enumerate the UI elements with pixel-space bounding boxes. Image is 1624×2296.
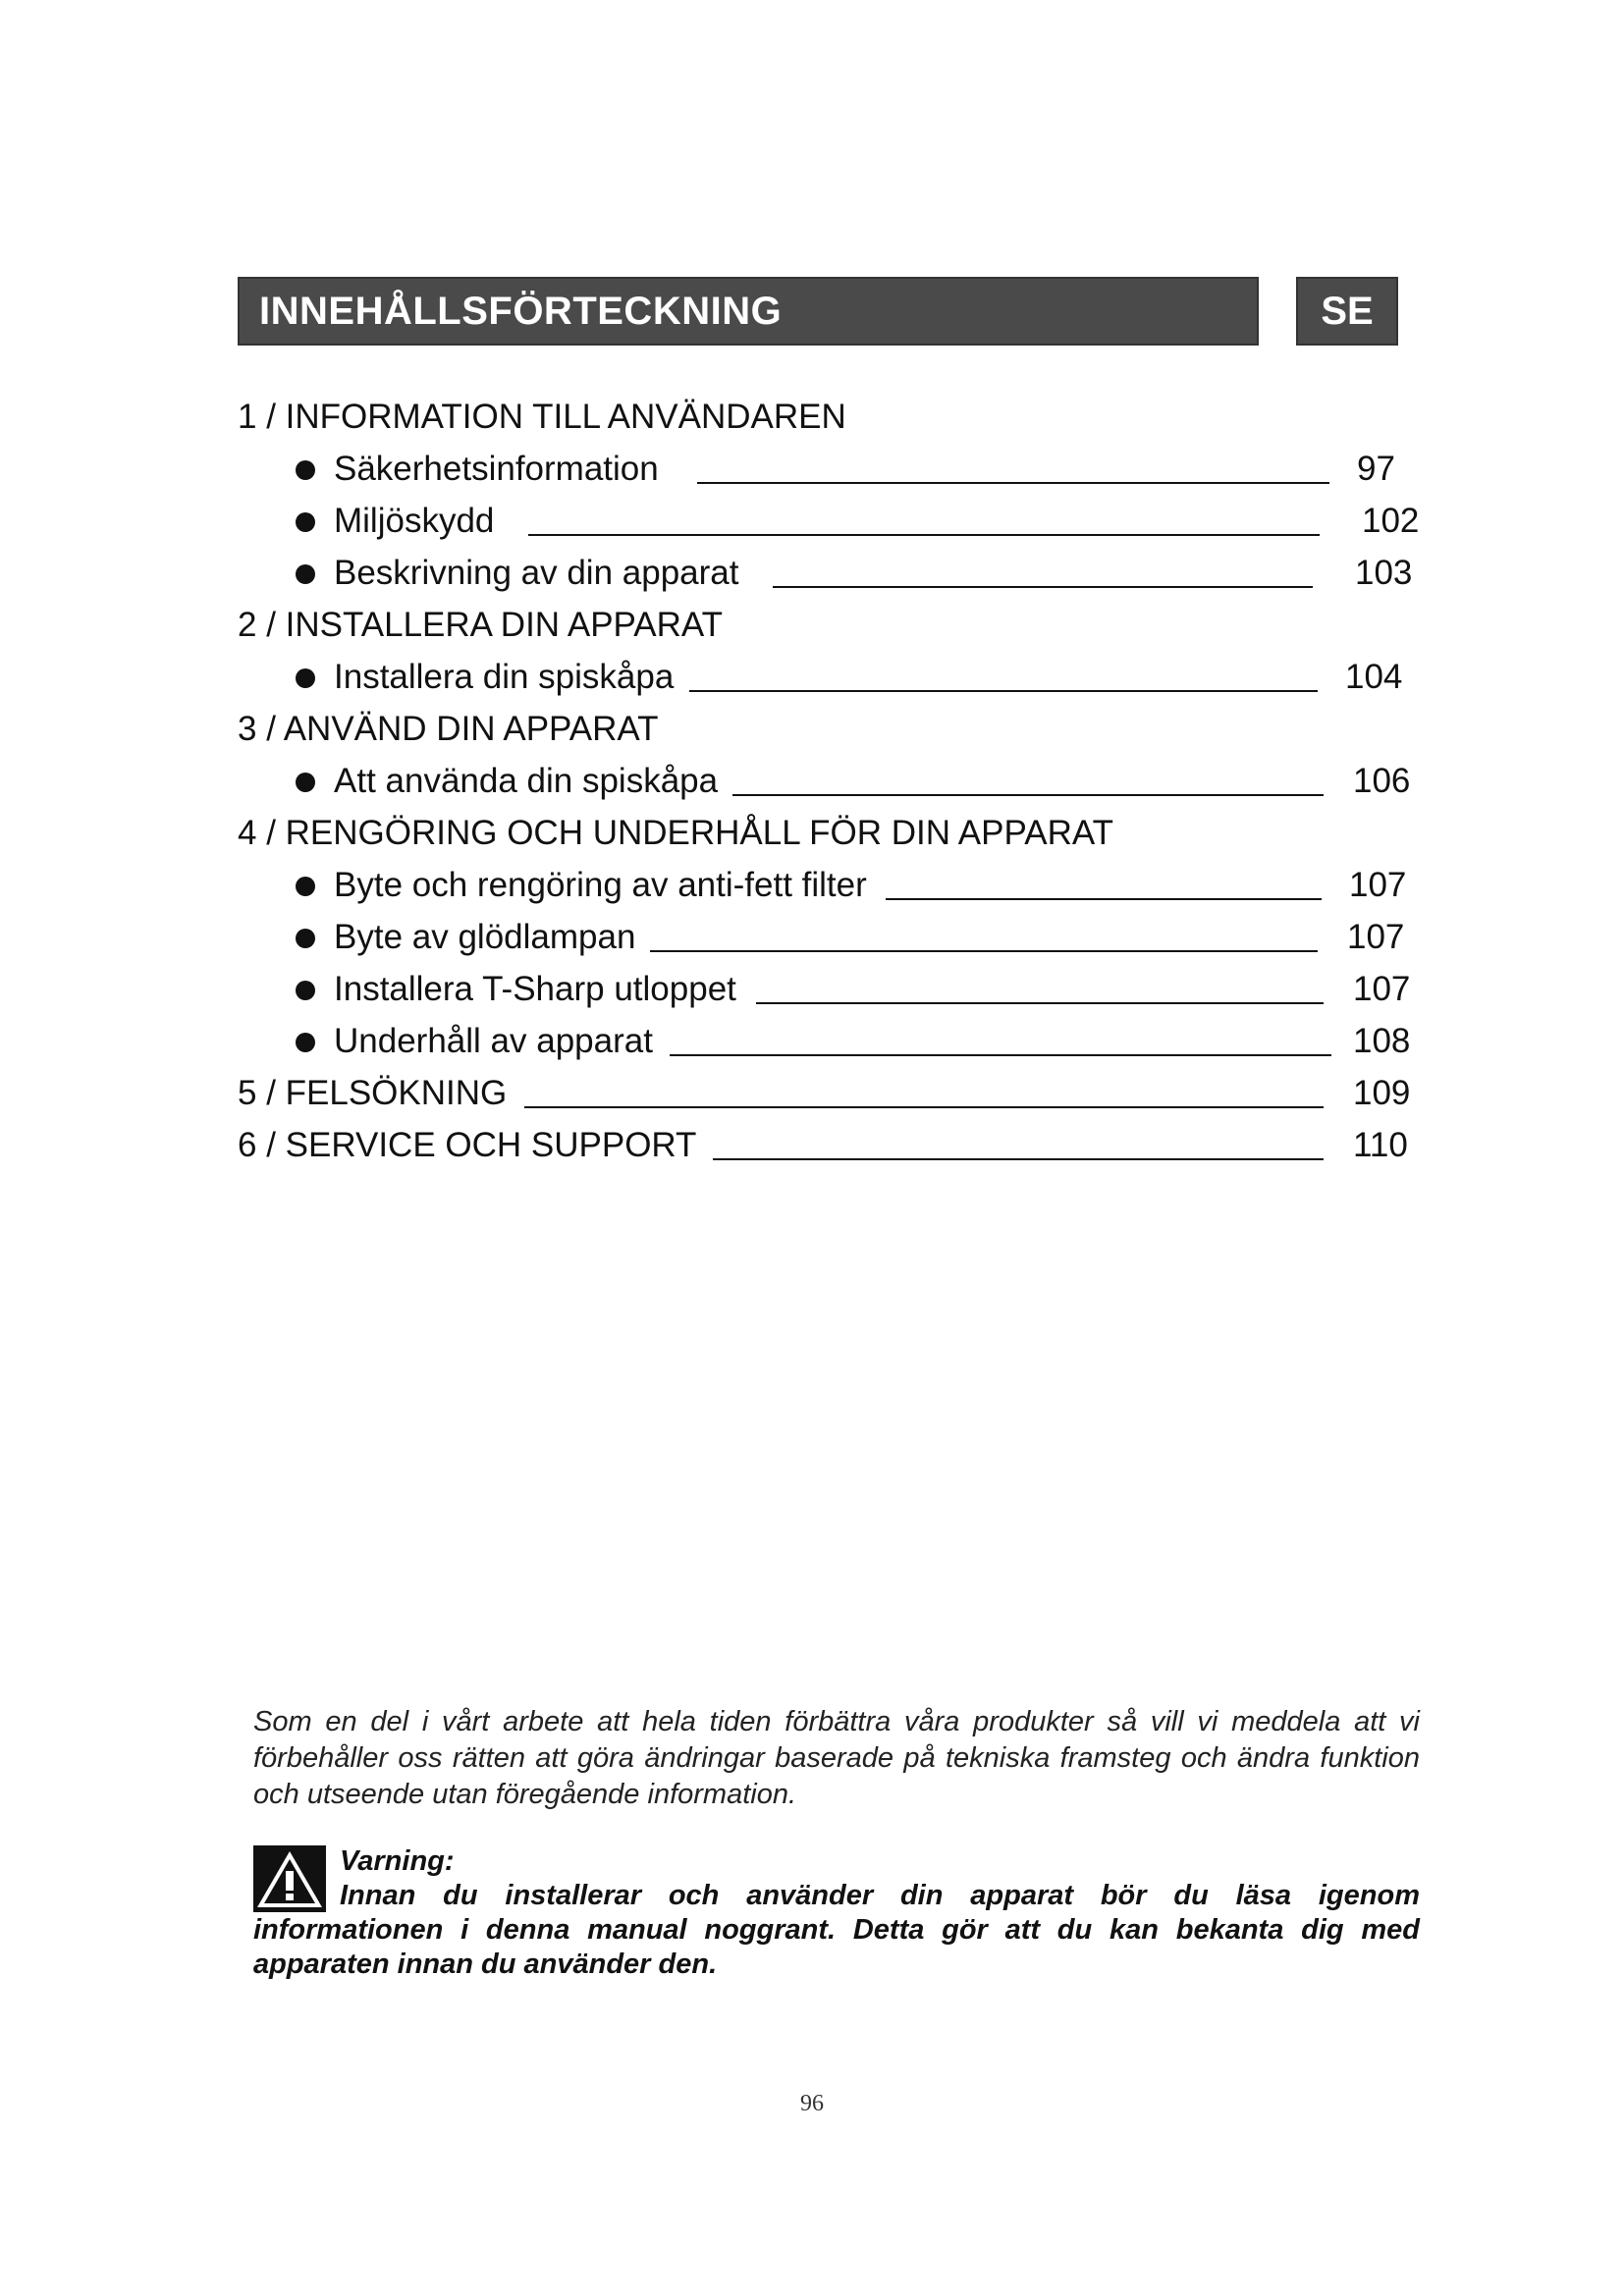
toc-section-label: 5 / FELSÖKNING xyxy=(238,1074,508,1112)
bullet-icon xyxy=(296,460,315,480)
toc-item[interactable] xyxy=(238,547,1416,599)
bullet-icon xyxy=(296,981,315,1000)
leader-line xyxy=(732,794,1324,796)
toc-item[interactable] xyxy=(238,1015,1416,1067)
toc-page-number: 107 xyxy=(1347,918,1405,956)
bullet-icon xyxy=(296,929,315,948)
toc-item[interactable] xyxy=(238,755,1416,807)
leader-line xyxy=(713,1158,1324,1160)
toc-page-number: 107 xyxy=(1353,970,1411,1008)
leader-line xyxy=(689,690,1318,692)
warning-title: Varning: xyxy=(340,1845,455,1877)
toc-item-label: Miljöskydd xyxy=(334,502,495,540)
toc-page-number: 103 xyxy=(1355,554,1413,592)
toc-page-number: 109 xyxy=(1353,1074,1411,1112)
leader-line xyxy=(670,1054,1331,1056)
product-change-notice: Som en del i vårt arbete att hela tiden förbättra våra produkter så vill vi meddela att vi förbehåller oss rätten att göra ändringar baserade på tekniska framsteg och ändra funktion och utseende utan föregående information. xyxy=(253,1706,1420,1810)
toc-section-2[interactable] xyxy=(238,599,1416,651)
bullet-icon xyxy=(296,668,315,688)
toc-section-3[interactable] xyxy=(238,703,1416,755)
toc-item[interactable] xyxy=(238,495,1420,547)
toc-page-number: 104 xyxy=(1345,658,1403,696)
toc-item[interactable] xyxy=(238,963,1416,1015)
page-title: INNEHÅLLSFÖRTECKNING xyxy=(259,289,783,333)
leader-line xyxy=(528,534,1320,536)
bullet-icon xyxy=(296,1033,315,1052)
toc-item-label: Installera T-Sharp utloppet xyxy=(334,970,736,1008)
toc-item[interactable] xyxy=(238,651,1416,703)
section-header-bar xyxy=(238,277,1259,346)
toc-section-5[interactable] xyxy=(238,1067,1416,1119)
toc-page-number: 97 xyxy=(1357,450,1395,488)
toc-item-label: Installera din spiskåpa xyxy=(334,658,675,696)
leader-line xyxy=(886,898,1322,900)
toc-item-label: Beskrivning av din apparat xyxy=(334,554,739,592)
toc-section-label: 3 / ANVÄND DIN APPARAT xyxy=(238,710,659,748)
toc-section-label: 1 / INFORMATION TILL ANVÄNDAREN xyxy=(238,398,846,436)
bullet-icon xyxy=(296,564,315,584)
toc-item-label: Att använda din spiskåpa xyxy=(334,762,719,800)
leader-line xyxy=(650,950,1318,952)
toc-section-4[interactable] xyxy=(238,807,1416,859)
toc-page-number: 102 xyxy=(1362,502,1420,540)
bullet-icon xyxy=(296,877,315,896)
leader-line xyxy=(773,586,1313,588)
toc-item-label: Säkerhetsinformation xyxy=(334,450,659,488)
toc-item-label: Byte och rengöring av anti-fett filter xyxy=(334,866,867,904)
toc-item[interactable] xyxy=(238,443,1416,495)
language-badge: SE xyxy=(1296,277,1398,346)
toc-page-number: 106 xyxy=(1353,762,1411,800)
table-of-contents xyxy=(238,391,1420,1171)
toc-item-label: Underhåll av apparat xyxy=(334,1022,653,1060)
toc-page-number: 108 xyxy=(1353,1022,1411,1060)
warning-text: Innan du installerar och använder din apparat bör du läsa igenom informationen i denna manual noggrant. Detta gör att du kan bekanta dig med apparaten innan du använder den. xyxy=(253,1880,1420,1980)
toc-section-label: 2 / INSTALLERA DIN APPARAT xyxy=(238,606,724,644)
page-number: 96 xyxy=(800,2091,824,2116)
toc-section-6[interactable] xyxy=(238,1119,1416,1171)
toc-page-number: 110 xyxy=(1353,1126,1408,1164)
bullet-icon xyxy=(296,512,315,532)
toc-section-1[interactable] xyxy=(238,391,1416,443)
leader-line xyxy=(697,482,1329,484)
bullet-icon xyxy=(296,773,315,792)
leader-line xyxy=(756,1002,1324,1004)
toc-page-number: 107 xyxy=(1349,866,1407,904)
toc-section-label: 4 / RENGÖRING OCH UNDERHÅLL FÖR DIN APPARAT xyxy=(238,814,1113,852)
leader-line xyxy=(524,1106,1324,1108)
toc-item[interactable] xyxy=(238,859,1416,911)
toc-section-label: 6 / SERVICE OCH SUPPORT xyxy=(238,1126,697,1164)
toc-item-label: Byte av glödlampan xyxy=(334,918,636,956)
toc-item[interactable] xyxy=(238,911,1416,963)
